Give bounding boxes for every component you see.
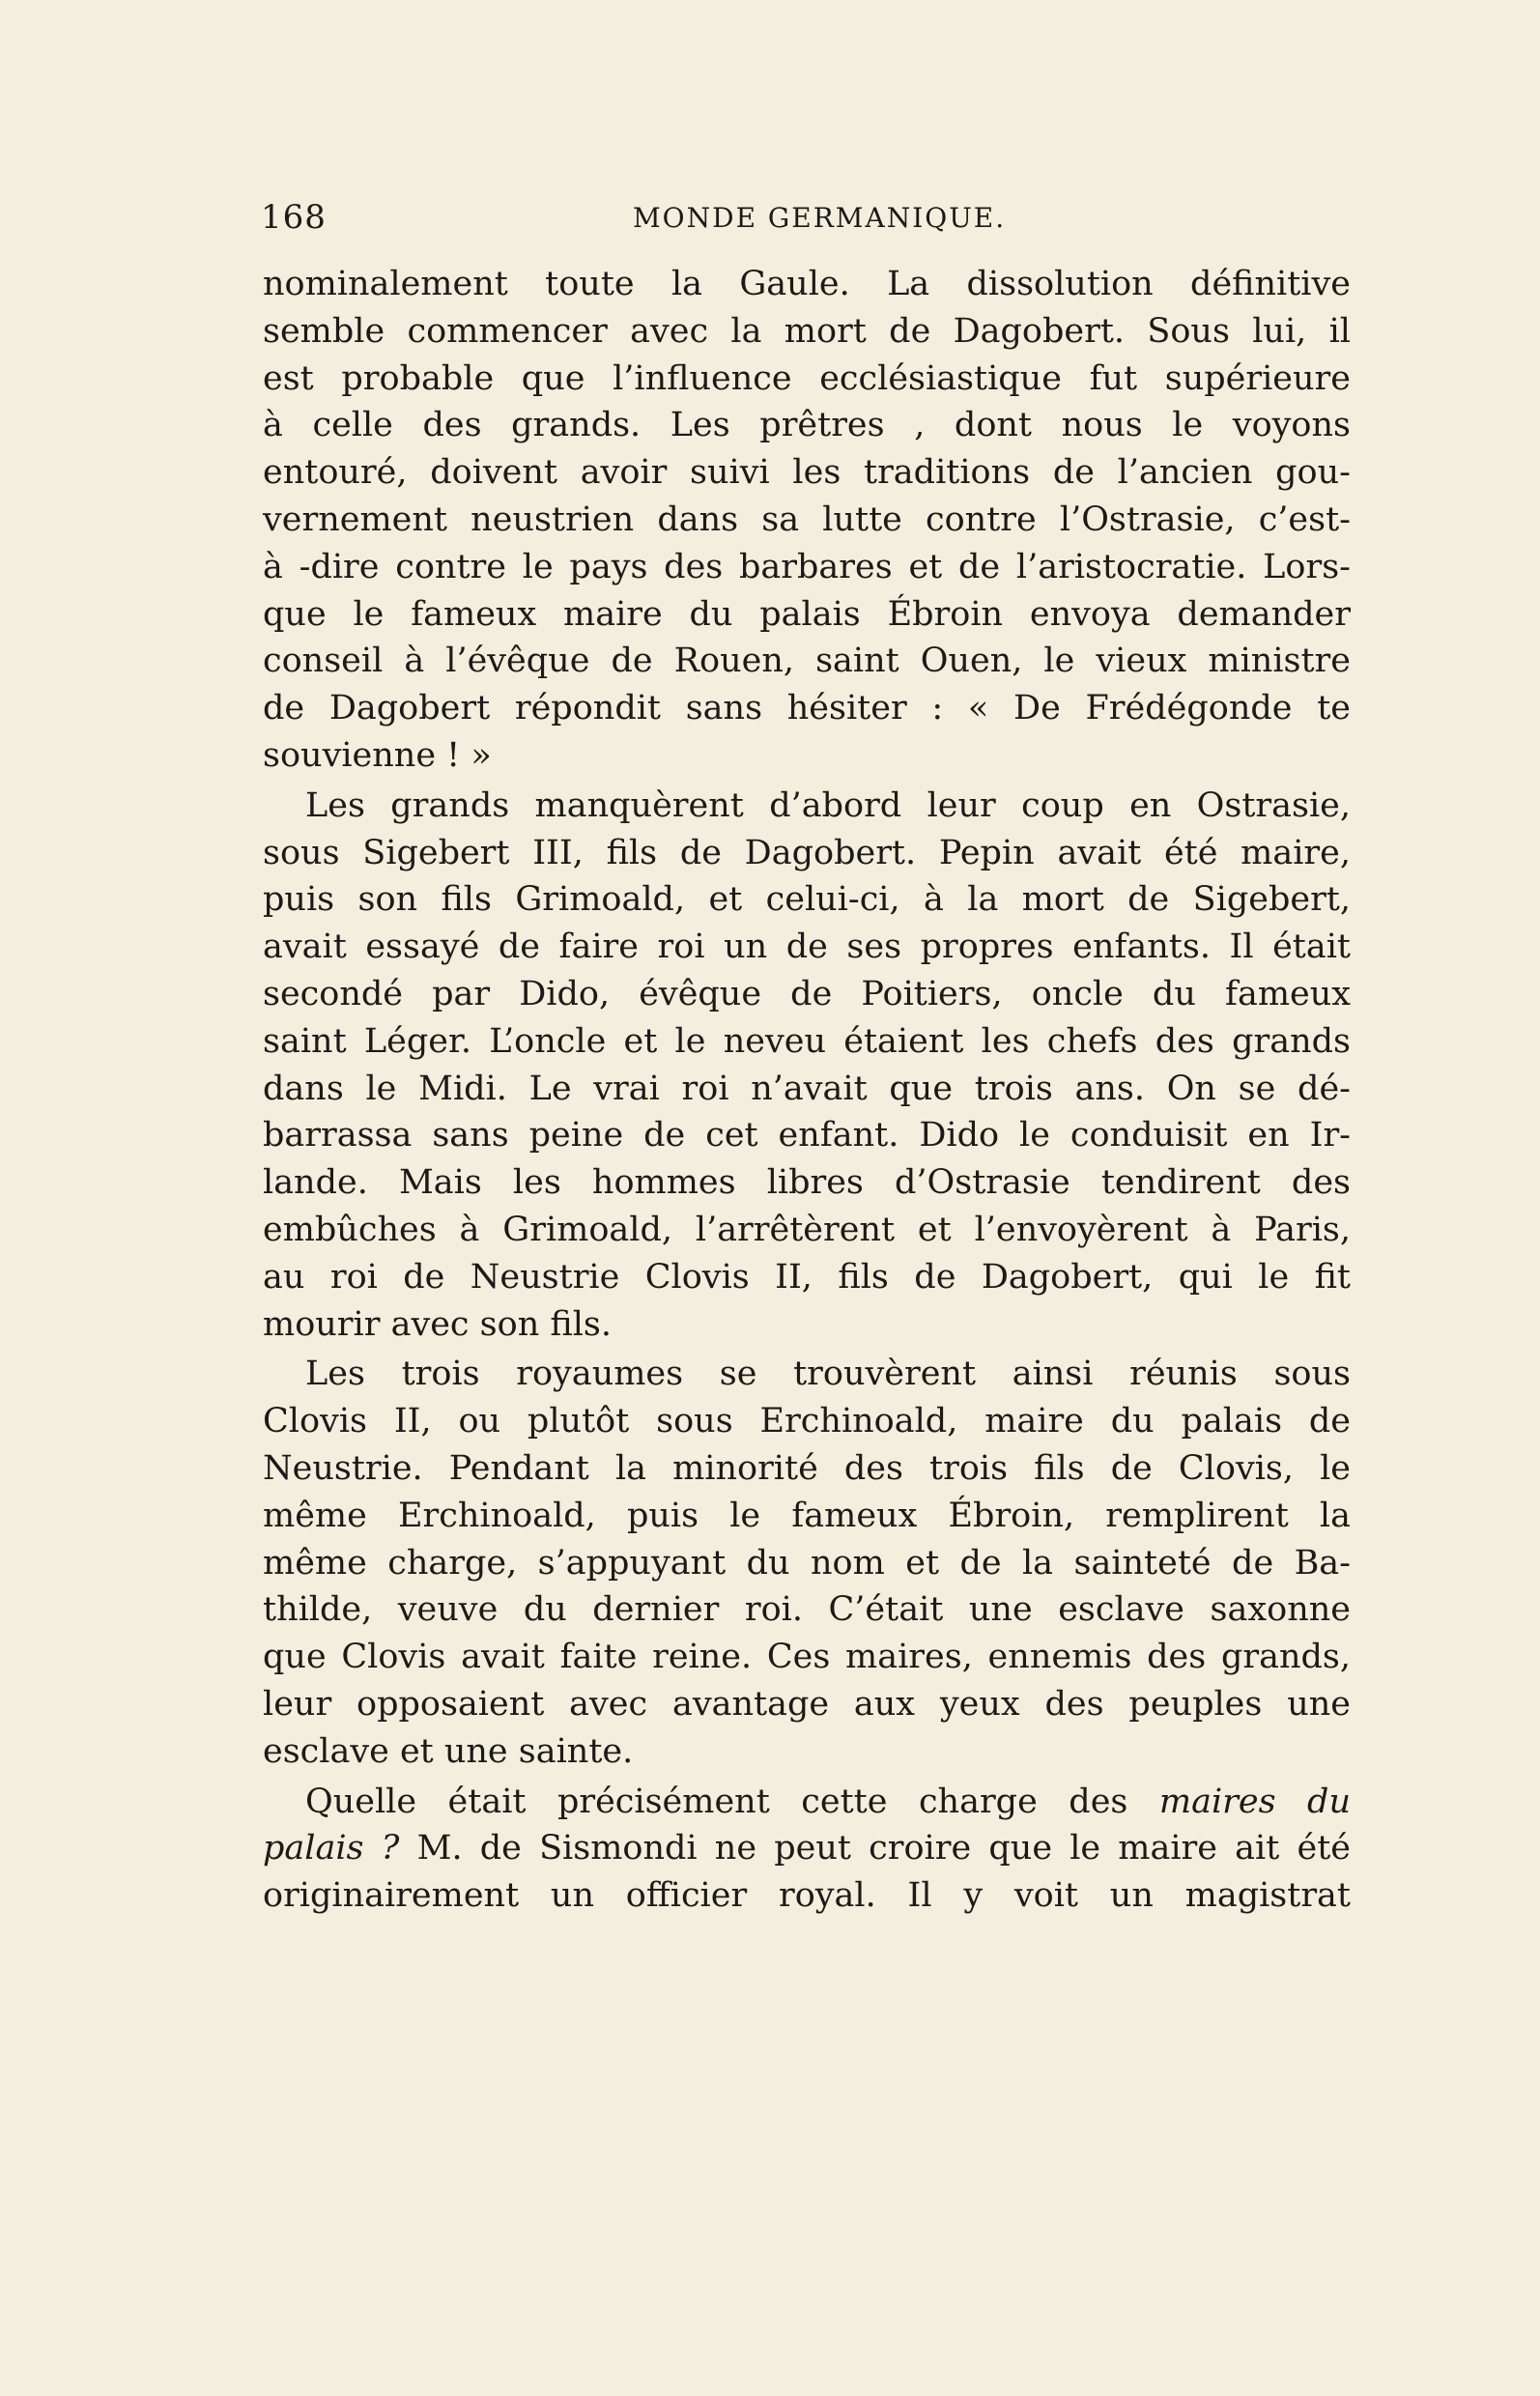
text-run: M. de Sismondi ne peut croire que le maire ait été <box>399 1829 1351 1868</box>
paragraph <box>263 1351 1351 1775</box>
text-line: à -dire contre le pays des barbares et de l’aristocratie. Lors- <box>263 547 1351 586</box>
text-line: leur opposaient avec avantage aux yeux des peuples une <box>263 1684 1351 1724</box>
italic-term: palais ? <box>263 1829 400 1868</box>
page-header <box>261 198 1353 246</box>
text-line: même Erchinoald, puis le fameux Ébroin, remplirent la <box>263 1496 1351 1535</box>
text-run: Quelle était précisément cette charge des <box>305 1782 1159 1821</box>
text-line: à celle des grands. Les prêtres , dont nous le voyons <box>263 406 1351 445</box>
paragraph <box>263 261 1351 780</box>
text-line: mourir avec son fils. <box>263 1304 612 1344</box>
text-line: barrassa sans peine de cet enfant. Dido le conduisit en Ir- <box>263 1116 1351 1155</box>
text-line: que le fameux maire du palais Ébroin envoya demander <box>263 594 1351 634</box>
paragraph <box>263 783 1351 1349</box>
text-line: secondé par Dido, évêque de Poitiers, oncle du fameux <box>263 974 1351 1013</box>
text-line: entouré, doivent avoir suivi les traditions de l’ancien gou- <box>263 453 1351 493</box>
text-line: au roi de Neustrie Clovis II, fils de Dagobert, qui le fit <box>263 1257 1351 1297</box>
text-line <box>263 1779 1351 1826</box>
text-line: originairement un officier royal. Il y voit un magistrat <box>263 1876 1351 1916</box>
text-line: nominalement toute la Gaule. La dissolution définitive <box>263 265 1351 303</box>
running-head: MONDE GERMANIQUE. <box>633 202 1007 234</box>
text-line: avait essayé de faire roi un de ses propres enfants. Il était <box>263 927 1351 967</box>
italic-term: maires du <box>1158 1782 1351 1821</box>
text-line: vernement neustrien dans sa lutte contre l’Ostrasie, c’est- <box>263 499 1351 539</box>
text-line: saint Léger. L’oncle et le neveu étaient les chefs des grands <box>263 1021 1351 1061</box>
text-line: même charge, s’appuyant du nom et de la sainteté de Ba- <box>263 1543 1351 1583</box>
text-line: Clovis II, ou plutôt sous Erchinoald, maire du palais de <box>263 1402 1351 1441</box>
paragraph <box>263 1779 1351 1920</box>
text-line: Les trois royaumes se trouvèrent ainsi réunis sous <box>305 1355 1351 1394</box>
text-line: thilde, veuve du dernier roi. C’était une esclave saxonne <box>263 1590 1351 1630</box>
text-line: esclave et une sainte. <box>263 1731 634 1771</box>
text-line: lande. Mais les hommes libres d’Ostrasie tendirent des <box>263 1163 1351 1203</box>
text-line: est probable que l’influence ecclésiastique fut supérieure <box>263 358 1351 398</box>
text-line: dans le Midi. Le vrai roi n’avait que trois ans. On se dé- <box>263 1069 1351 1108</box>
text-line <box>263 1825 1351 1872</box>
text-line: Les grands manquèrent d’abord leur coup en Ostrasie, <box>305 785 1351 825</box>
text-line: de Dagobert répondit sans hésiter : « De Frédégonde te <box>263 689 1351 728</box>
text-line: que Clovis avait faite reine. Ces maires, ennemis des grands, <box>263 1638 1351 1677</box>
body-text <box>263 261 1351 1920</box>
text-line: Neustrie. Pendant la minorité des trois fils de Clovis, le <box>263 1448 1351 1488</box>
page-number: 168 <box>261 198 327 237</box>
text-line: conseil à l’évêque de Rouen, saint Ouen, le vieux ministre <box>263 642 1351 681</box>
text-line: sous Sigebert III, fils de Dagobert. Pepin avait été maire, <box>263 833 1351 872</box>
text-line: semble commencer avec la mort de Dagobert. Sous lui, il <box>263 311 1351 351</box>
text-line: souvienne ! » <box>263 735 492 775</box>
text-line: puis son fils Grimoald, et celui-ci, à la mort de Sigebert, <box>263 880 1351 920</box>
text-line: embûches à Grimoald, l’arrêtèrent et l’envoyèrent à Paris, <box>263 1210 1351 1249</box>
